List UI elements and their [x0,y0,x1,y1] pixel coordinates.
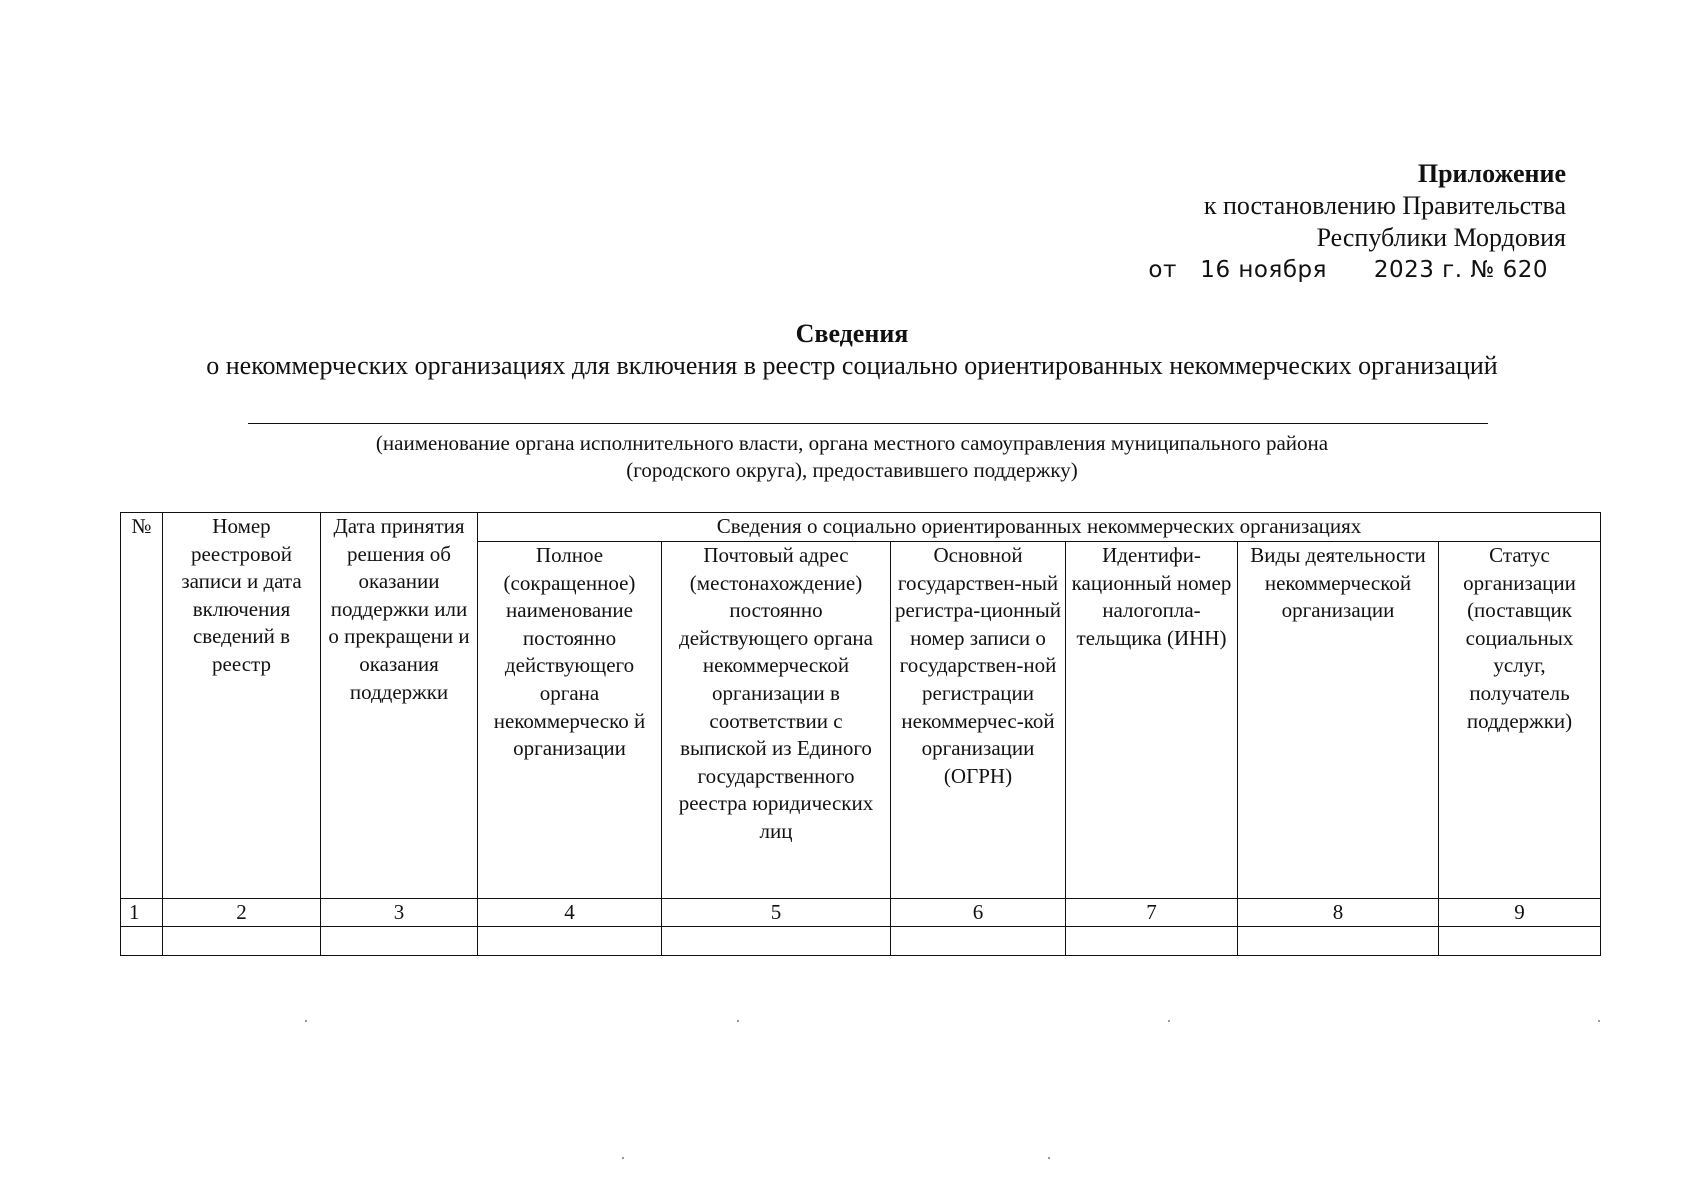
scan-speck [737,1020,739,1022]
header-ogrn: Основной государствен-ный регистра-ционный номер записи о государствен-ной регистрации некоммерчес-кой организации (ОГРН) [891,542,1066,899]
table-header-row [121,513,1601,542]
column-number: 8 [1238,899,1439,927]
organization-caption-line-1: (наименование органа исполнительного власти, органа местного самоуправления муниципального района [375,431,1329,455]
header-registry-entry: Номер реестровой записи и дата включения сведений в реестр [163,513,321,899]
table-cell [1439,927,1601,956]
registry-table [120,512,1601,956]
header-full-name: Полное (сокращенное) наименование постоянно действующего органа некоммерческо й организации [478,542,662,899]
appendix-line-2: Республики Мордовия [1316,223,1566,252]
organization-caption [0,430,1704,484]
organization-caption-line-2: (городского округа), предоставившего поддержку) [626,458,1078,482]
table-cell [662,927,891,956]
appendix-block [1148,158,1566,286]
document-title: Сведения [795,319,909,348]
appendix-line-1: к постановлению Правительства [1203,191,1566,220]
column-number: 5 [662,899,891,927]
table-cell [321,927,478,956]
header-inn: Идентифи-кационный номер налогопла-тельщика (ИНН) [1066,542,1238,899]
table-cell [1066,927,1238,956]
organization-fill-line [248,423,1488,424]
table-row [121,927,1601,956]
column-number: 9 [1439,899,1601,927]
column-number: 3 [321,899,478,927]
header-group-nko-info: Сведения о социально ориентированных некоммерческих организациях [478,513,1601,542]
scan-speck [1048,1157,1050,1159]
column-number-row [121,899,1601,927]
table-cell [163,927,321,956]
document-heading [0,318,1704,382]
appendix-date-line: от 16 ноября 2023 г. № 620 [1148,257,1548,283]
appendix-title: Приложение [1417,159,1566,188]
table-cell [1238,927,1439,956]
scan-speck [1598,1020,1600,1022]
scan-speck [305,1020,307,1022]
header-postal-address: Почтовый адрес (местонахождение) постоянно действующего органа некоммерческой организации в соответствии с выпиской из Единого государственного реестра юридических лиц [662,542,891,899]
header-org-status: Статус организации (поставщик социальных услуг, получатель поддержки) [1439,542,1601,899]
scan-speck [1168,1020,1170,1022]
scan-speck [622,1157,624,1159]
column-number: 7 [1066,899,1238,927]
header-activity-types: Виды деятельности некоммерческой организации [1238,542,1439,899]
column-number: 2 [163,899,321,927]
header-decision-date: Дата принятия решения об оказании поддержки или о прекращени и оказания поддержки [321,513,478,899]
table-cell [478,927,662,956]
table-cell [891,927,1066,956]
column-number: 4 [478,899,662,927]
table-cell [121,927,163,956]
document-subtitle: о некоммерческих организациях для включения в реестр социально ориентированных некоммерческих организаций [206,351,1498,380]
column-number: 1 [121,899,163,927]
column-number: 6 [891,899,1066,927]
header-number: № [121,513,163,899]
